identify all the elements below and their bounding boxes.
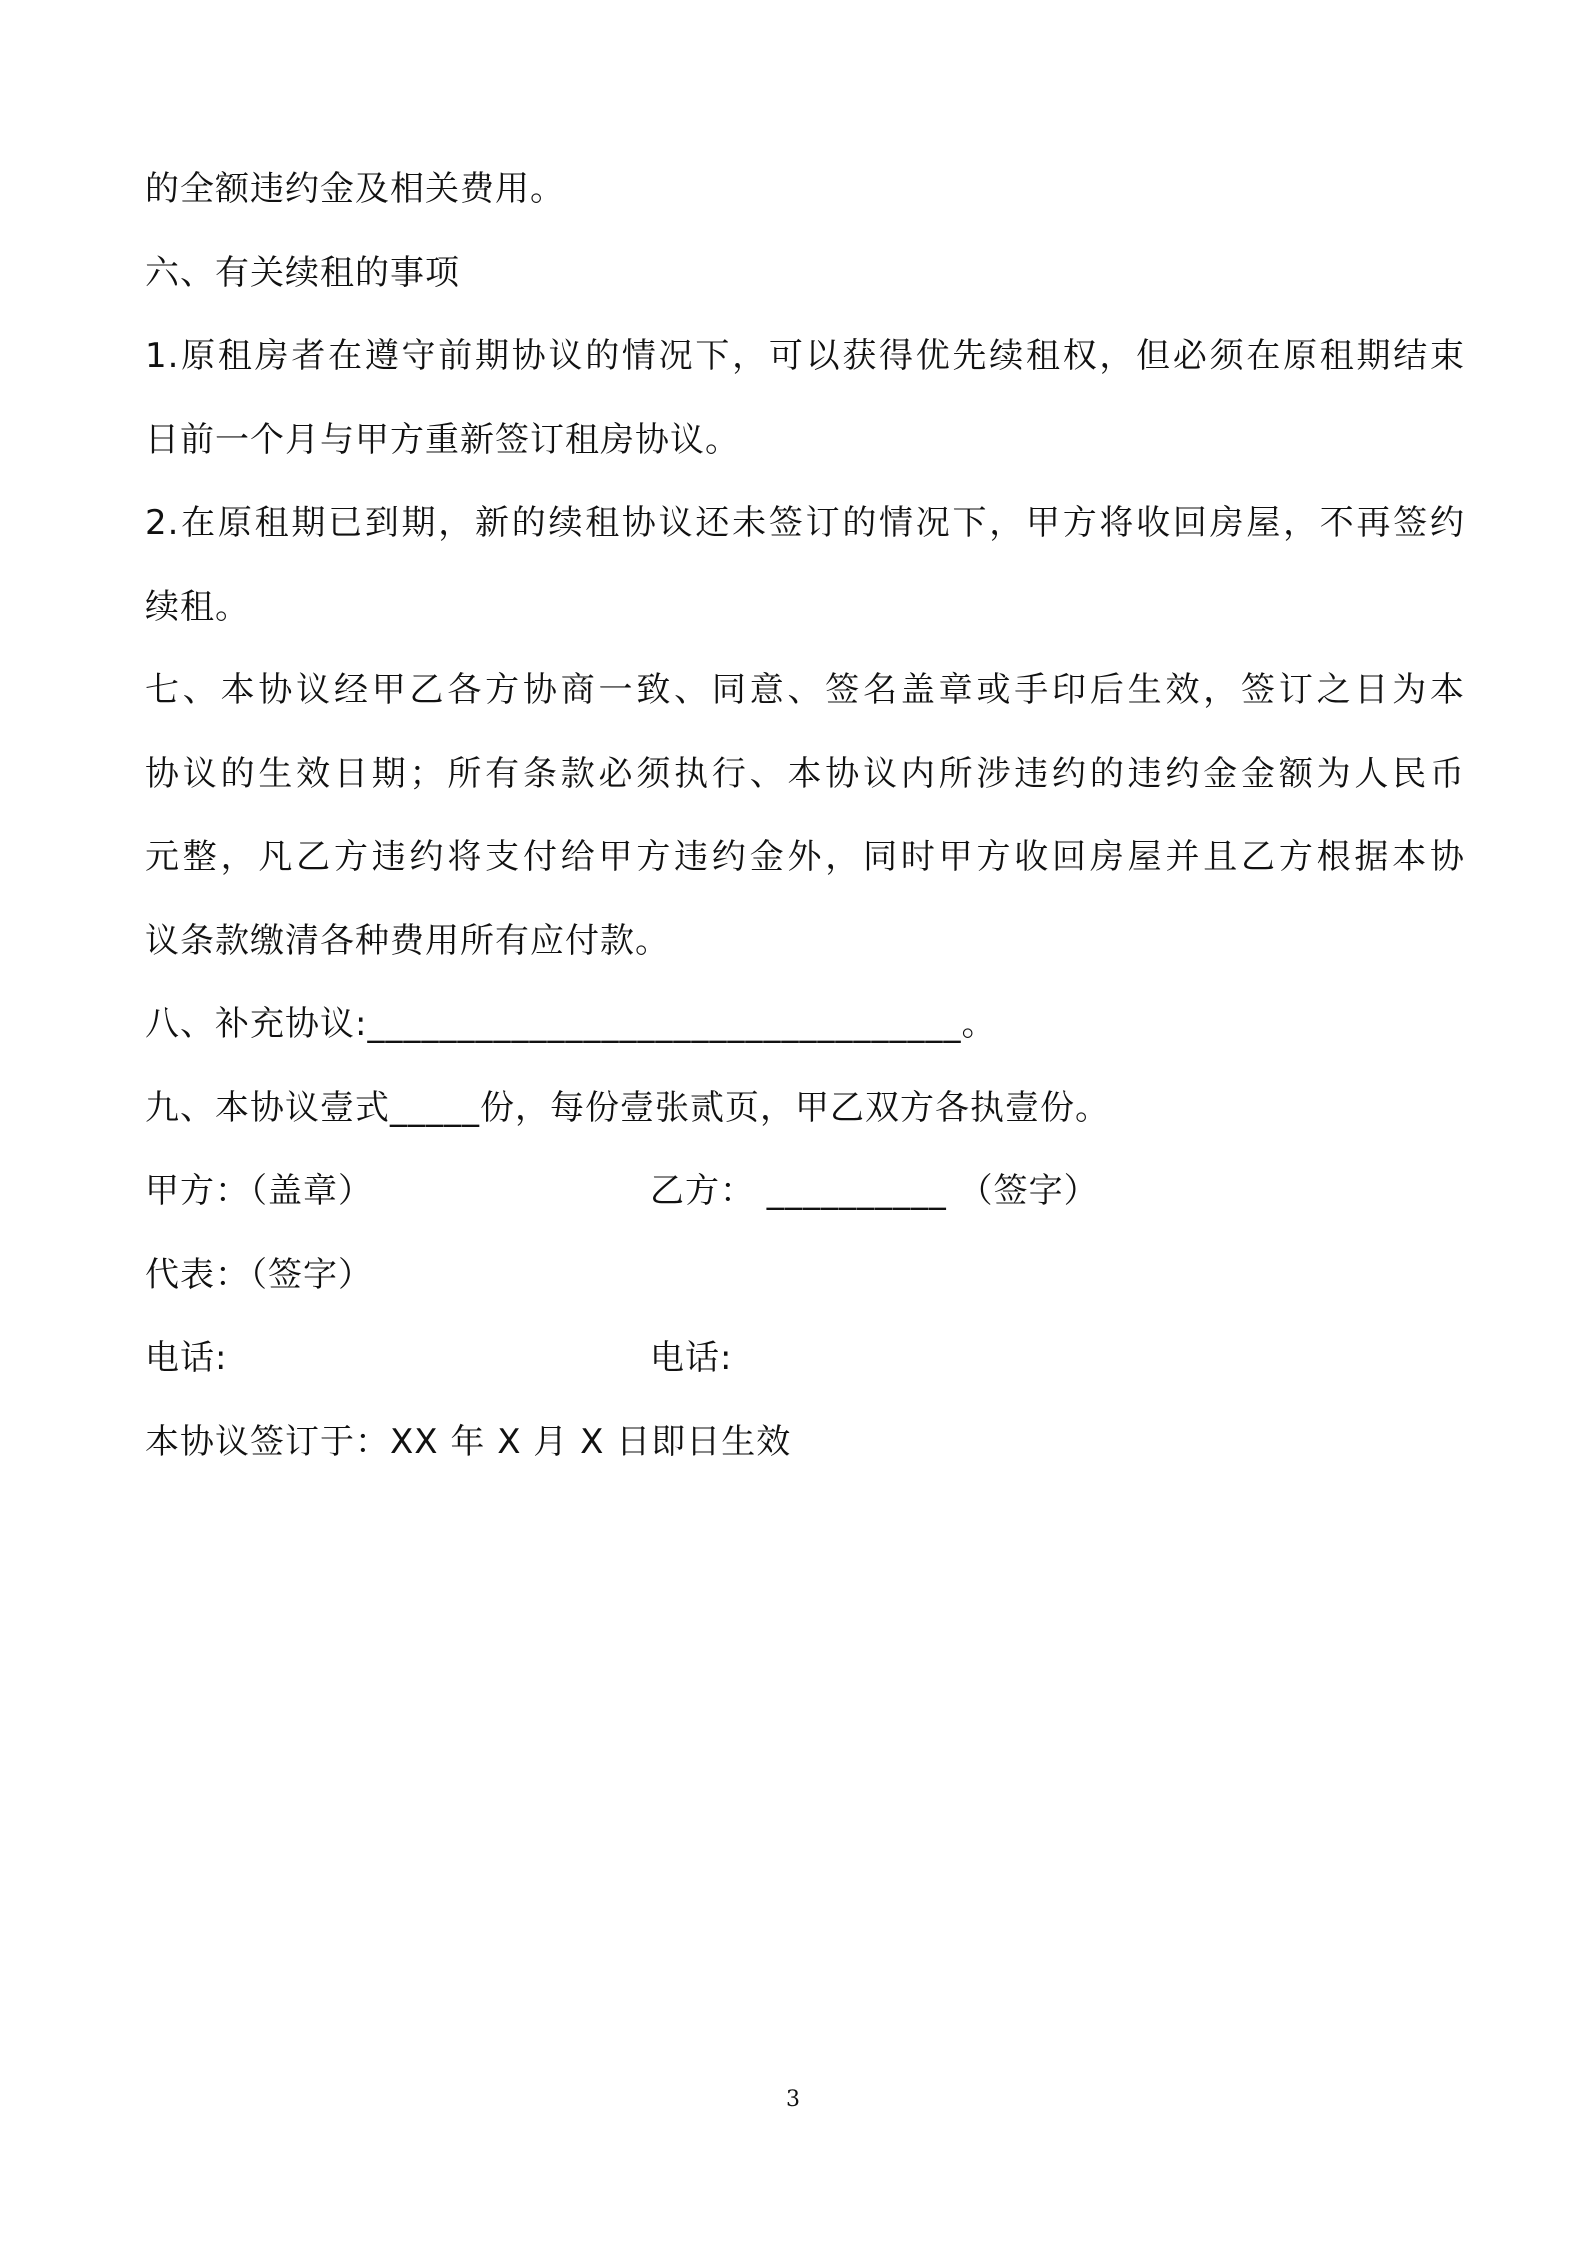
paragraph-line: 元整，凡乙方违约将支付给甲方违约金外，同时甲方收回房屋并且乙方根据本协 [145, 837, 1465, 877]
paragraph-line: 2.在原租期已到期，新的续租协议还未签订的情况下，甲方将收回房屋，不再签约 [145, 503, 1465, 543]
paragraph-line: 议条款缴清各种费用所有应付款。 [145, 920, 670, 961]
signature-row-phone [145, 1317, 1465, 1401]
document-body [145, 148, 1465, 1484]
party-b-phone-label: 电话: [650, 1338, 733, 1378]
paragraph-line: 协议的生效日期；所有条款必须执行、本协议内所涉违约的违约金金额为人民币 [145, 753, 1465, 794]
representative-signature-label: 代表：（签字） [145, 1254, 373, 1295]
effective-date-line: 本协议签订于：XX 年 X 月 X 日即日生效 [145, 1421, 792, 1462]
signature-row-parties [145, 1150, 1465, 1234]
party-a-phone-label: 电话: [145, 1338, 228, 1378]
paragraph-line: 日前一个月与甲方重新签订租房协议。 [145, 419, 740, 460]
paragraph-line: 七、本协议经甲乙各方协商一致、同意、签名盖章或手印后生效，签订之日为本 [145, 670, 1465, 710]
copies-clause-line: 九、本协议壹式_____份，每份壹张贰页，甲乙双方各执壹份。 [145, 1087, 1110, 1128]
page-number: 3 [786, 2087, 800, 2112]
paragraph-line: 的全额违约金及相关费用。 [145, 169, 565, 209]
section-heading-renewal: 六、有关续租的事项 [145, 252, 460, 293]
supplementary-agreement-line: 八、补充协议:_________________________________。 [145, 1004, 997, 1044]
paragraph-line: 续租。 [145, 586, 250, 627]
party-b-signature-label: 乙方： __________ （签字） [650, 1171, 1099, 1211]
paragraph-line: 1.原租房者在遵守前期协议的情况下，可以获得优先续租权，但必须在原租期结束 [145, 336, 1465, 376]
signature-row-representative [145, 1234, 1465, 1318]
party-a-stamp-label: 甲方：（盖章） [145, 1171, 373, 1211]
